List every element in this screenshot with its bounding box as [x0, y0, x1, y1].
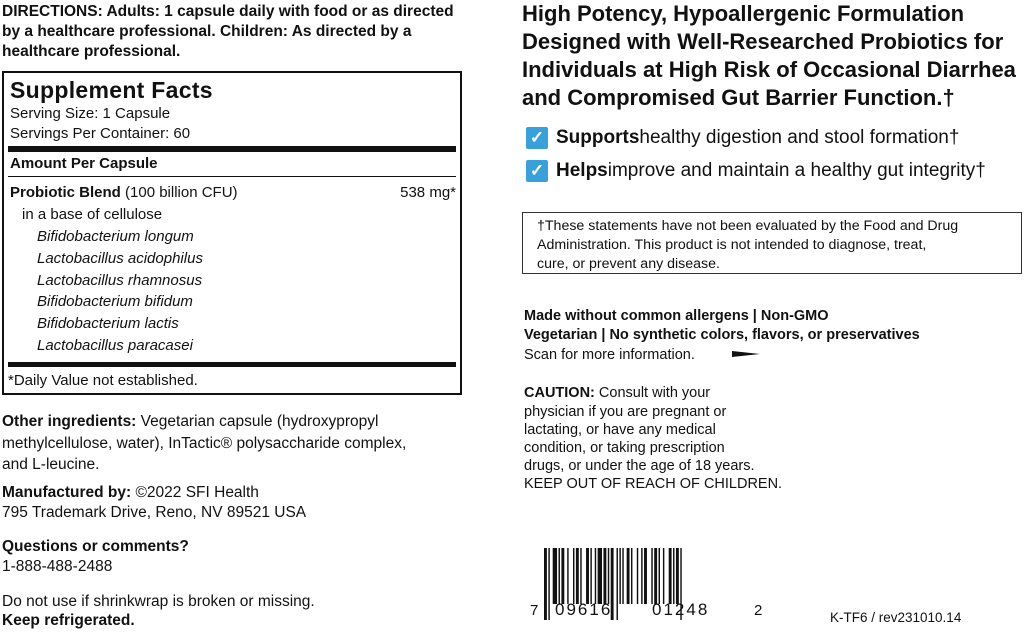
- other-ingredients-line: methylcellulose, water), InTactic® polysaccharide complex,: [2, 435, 407, 452]
- caution-line: condition, or taking prescription: [524, 440, 725, 456]
- caution-label: CAUTION:: [524, 385, 595, 401]
- facts-thin-divider: [8, 176, 456, 177]
- species-item: Bifidobacterium bifidum: [37, 293, 193, 310]
- directions-text: [2, 2, 462, 62]
- other-ingredients-line: [2, 412, 378, 431]
- barcode-bar: [559, 548, 560, 604]
- barcode-bar: [637, 548, 638, 604]
- blend-base: in a base of cellulose: [22, 206, 163, 223]
- barcode-lead-digit: 7: [530, 602, 539, 619]
- supplement-facts-panel: [2, 71, 462, 395]
- barcode-bar: [631, 548, 632, 604]
- shrinkwrap-warning: Do not use if shrinkwrap is broken or missing.: [2, 593, 315, 610]
- manufacturer-line: [2, 483, 259, 502]
- barcode-left-group: 09616: [555, 600, 613, 619]
- refrigerate-warning: Keep refrigerated.: [2, 612, 135, 629]
- directions-label: DIRECTIONS:: [2, 3, 103, 20]
- daily-value-footnote: *Daily Value not established.: [8, 372, 198, 389]
- disclaimer-line: †These statements have not been evaluated by the Food and Drug: [537, 218, 959, 234]
- species-item: Lactobacillus paracasei: [37, 337, 193, 354]
- barcode-bar: [608, 548, 609, 604]
- barcode-bar: [598, 548, 602, 604]
- barcode-bar: [617, 548, 618, 620]
- caution-line: drugs, or under the age of 18 years.: [524, 458, 755, 474]
- checkbox-checked-icon: ✓: [526, 127, 548, 149]
- species-item: Bifidobacterium lactis: [37, 315, 179, 332]
- barcode-bar: [590, 548, 591, 604]
- barcode-bar: [673, 548, 674, 604]
- barcode-bar: [622, 548, 623, 604]
- barcode-bar: [553, 548, 557, 604]
- caution-line: lactating, or have any medical: [524, 422, 716, 438]
- barcode-bar: [619, 548, 620, 604]
- manufacturer-name: ©2022 SFI Health: [131, 484, 259, 501]
- headline-line: Designed with Well-Researched Probiotics for: [522, 29, 1004, 54]
- probiotic-blend-row: [10, 183, 238, 203]
- barcode-bar: [663, 548, 664, 604]
- caution-text: Consult with your: [594, 385, 711, 401]
- benefit-text: healthy digestion and stool formation†: [639, 127, 960, 148]
- barcode-bar: [659, 548, 660, 604]
- product-headline: [522, 0, 1022, 112]
- barcode-bar: [580, 548, 581, 604]
- benefit-item: [526, 160, 986, 182]
- species-item: Bifidobacterium longum: [37, 228, 194, 245]
- barcode-right-group: 01248: [652, 600, 710, 619]
- questions-label: Questions or comments?: [2, 538, 189, 555]
- barcode-bar: [669, 548, 672, 604]
- species-item: Lactobacillus rhamnosus: [37, 272, 203, 289]
- disclaimer-line: Administration. This product is not intended to diagnose, treat,: [537, 237, 927, 253]
- barcode-bar: [576, 548, 579, 604]
- benefit-item: [526, 127, 959, 149]
- barcode-bar: [561, 548, 564, 604]
- headline-line: High Potency, Hypoallergenic Formulation: [522, 1, 965, 26]
- headline-line: and Compromised Gut Barrier Function.†: [522, 85, 955, 110]
- other-ingredients-label: Other ingredients:: [2, 413, 137, 430]
- disclaimer-line: cure, or prevent any disease.: [537, 256, 720, 272]
- caution-line: KEEP OUT OF REACH OF CHILDREN.: [524, 476, 783, 492]
- probiotic-blend-name: Probiotic Blend: [10, 184, 121, 201]
- other-ingredients-line: and L-leucine.: [2, 456, 100, 473]
- scan-text: Scan for more information.: [524, 347, 695, 363]
- headline-line: Individuals at High Risk of Occasional Diarrhea: [522, 57, 1016, 82]
- manufacturer-address: 795 Trademark Drive, Reno, NV 89521 USA: [2, 504, 307, 521]
- supplement-facts-title: Supplement Facts: [10, 77, 213, 103]
- barcode-bar: [573, 548, 574, 604]
- barcode-bar: [627, 548, 630, 604]
- facts-thick-divider: [8, 146, 456, 152]
- barcode-bar: [654, 548, 657, 604]
- probiotic-blend-amount: 538 mg*: [400, 184, 456, 201]
- benefit-bold: Helps: [556, 160, 608, 181]
- arrow-right-icon: [732, 349, 760, 359]
- directions-body: Adults: 1 capsule daily with food or as directed by a healthcare professional. Children: As directed by a healthcare professional.: [2, 3, 454, 60]
- barcode-bar: [586, 548, 589, 604]
- barcode-bar: [676, 548, 679, 604]
- probiotic-blend-cfu: (100 billion CFU): [120, 184, 238, 201]
- checkbox-checked-icon: ✓: [526, 160, 548, 182]
- benefit-text: improve and maintain a healthy gut integrity†: [607, 160, 986, 181]
- questions-phone: 1-888-488-2488: [2, 558, 113, 575]
- caution-line: physician if you are pregnant or: [524, 404, 727, 420]
- amount-per-capsule-header: Amount Per Capsule: [10, 155, 158, 172]
- product-code: K-TF6 / rev231010.14: [830, 610, 962, 625]
- facts-bottom-divider: [8, 362, 456, 367]
- caution-line: [524, 384, 710, 403]
- barcode-bar: [567, 548, 568, 604]
- barcode-bar: [641, 548, 642, 604]
- barcode-bar: [644, 548, 647, 604]
- serving-size: Serving Size: 1 Capsule: [10, 105, 171, 122]
- other-ingredients-text: Vegetarian capsule (hydroxypropyl: [136, 413, 379, 430]
- barcode-bar: [651, 548, 652, 604]
- species-item: Lactobacillus acidophilus: [37, 250, 203, 267]
- barcode-bar: [603, 548, 606, 604]
- fda-disclaimer: [537, 217, 1017, 274]
- servings-per-container: Servings Per Container: 60: [10, 125, 191, 142]
- allergens-line: Made without common allergens | Non-GMO: [524, 308, 829, 324]
- manufacturer-label: Manufactured by:: [2, 484, 132, 501]
- barcode-bar: [548, 548, 549, 620]
- allergens-line: Vegetarian | No synthetic colors, flavors, or preservatives: [524, 327, 920, 343]
- barcode-check-digit: 2: [754, 602, 763, 619]
- barcode-bar: [544, 548, 547, 620]
- benefit-bold: Supports: [556, 127, 640, 148]
- fda-disclaimer-box: [522, 212, 1022, 274]
- barcode-bar: [595, 548, 596, 604]
